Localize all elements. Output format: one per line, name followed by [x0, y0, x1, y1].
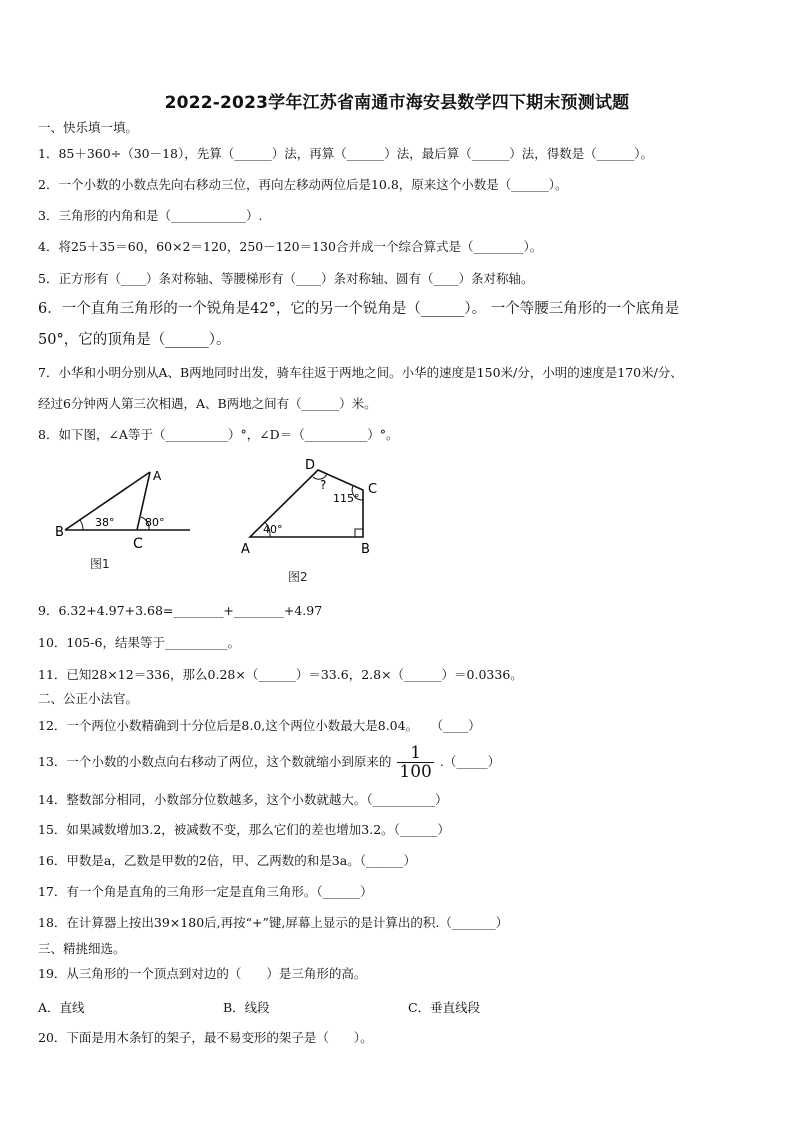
question-5: 5．正方形有（____）条对称轴、等腰梯形有（____）条对称轴、圆有（____）条对称轴。	[38, 271, 534, 286]
question-19: 19．从三角形的一个顶点到对边的（ ）是三角形的高。	[38, 966, 367, 981]
fig1-angle-c: 80°	[145, 516, 165, 529]
fig1-point-c: C	[133, 536, 143, 552]
section-heading-1: 一、快乐填一填。	[38, 120, 139, 135]
option-a[interactable]: A．直线	[38, 1000, 85, 1015]
fig2-right-angle-mark	[355, 529, 363, 537]
fig2-point-a: A	[241, 542, 250, 557]
fig1-angle-b-arc	[80, 520, 83, 530]
question-1: 1．85＋360÷（30－18），先算（______）法，再算（______）法，最后算（______）法，得数是（______）。	[38, 146, 654, 161]
question-4: 4．将25＋35＝60，60×2＝120，250－120＝130合并成一个综合算式是（________）。	[38, 239, 543, 254]
fraction-numerator: 1	[397, 744, 433, 763]
fraction-one-hundredth	[397, 744, 433, 781]
question-20: 20．下面是用木条钉的架子，最不易变形的架子是（ ）。	[38, 1030, 373, 1045]
question-13-answer: .（_____）	[439, 754, 501, 769]
figure-1-triangle	[55, 462, 195, 552]
question-18: 18．在计算器上按出39×180后,再按“+”键,屏幕上显示的是计算出的积.（_______）	[38, 915, 509, 930]
fig2-point-b: B	[361, 542, 370, 557]
question-12: 12．一个两位小数精确到十分位后是8.0,这个两位小数最大是8.04。 （____）	[38, 718, 481, 733]
question-13-text: 13．一个小数的小数点向右移动了两位，这个数就缩小到原来的	[38, 754, 392, 769]
fig2-angle-d-unknown: ?	[320, 478, 327, 492]
option-b[interactable]: B．线段	[223, 1000, 270, 1015]
question-8: 8．如下图，∠A等于（__________）°，∠D＝（__________）°。	[38, 427, 399, 442]
fig1-point-b: B	[55, 525, 64, 540]
question-3: 3．三角形的内角和是（____________）.	[38, 208, 263, 223]
figure-1-label: 图1	[90, 557, 110, 571]
fig1-point-a: A	[153, 469, 162, 483]
fraction-denominator: 100	[399, 762, 432, 782]
question-14: 14．整数部分相同，小数部分位数越多，这个小数就越大。（__________）	[38, 792, 448, 807]
option-c[interactable]: C．垂直线段	[408, 1000, 481, 1015]
page-title: 2022-2023学年江苏省南通市海安县数学四下期末预测试题	[164, 93, 630, 113]
question-13	[38, 743, 768, 781]
question-6-line-2: 50°，它的顶角是（______）。	[38, 332, 231, 348]
question-9: 9．6.32+4.97+3.68=________+________+4.97	[38, 603, 323, 618]
question-6-line-1: 6．一个直角三角形的一个锐角是42°，它的另一个锐角是（______）。 一个等腰三角形的一个底角是	[38, 301, 680, 317]
fig2-point-d: D	[305, 458, 316, 473]
question-10: 10．105-6，结果等于__________。	[38, 635, 240, 650]
fig2-angle-c: 115°	[333, 492, 360, 505]
question-15: 15．如果减数增加3.2，被减数不变，那么它们的差也增加3.2。（______）	[38, 822, 450, 837]
question-7-line-1: 7．小华和小明分别从A、B两地同时出发，骑车往返于两地之间。小华的速度是150米/分，小明的速度是170米/分、	[38, 365, 683, 380]
question-17: 17．有一个角是直角的三角形一定是直角三角形。（______）	[38, 884, 373, 899]
figure-2-quadrilateral	[235, 455, 385, 560]
question-16: 16．甲数是a，乙数是甲数的2倍，甲、乙两数的和是3a。（______）	[38, 853, 416, 868]
fig2-angle-a: 40°	[263, 523, 283, 536]
question-2: 2．一个小数的小数点先向右移动三位，再向左移动两位后是10.8，原来这个小数是（______）。	[38, 177, 568, 192]
section-heading-3: 三、精挑细选。	[38, 941, 126, 956]
question-11: 11．已知28×12＝336，那么0.28×（______）＝33.6，2.8×（______）＝0.0336。	[38, 667, 523, 682]
figure-2-label: 图2	[288, 570, 308, 584]
fig1-angle-b: 38°	[95, 516, 115, 529]
section-heading-2: 二、公正小法官。	[38, 691, 139, 706]
fig2-point-c: C	[368, 482, 378, 497]
question-7-line-2: 经过6分钟两人第三次相遇，A、B两地之间有（______）米。	[38, 396, 377, 411]
